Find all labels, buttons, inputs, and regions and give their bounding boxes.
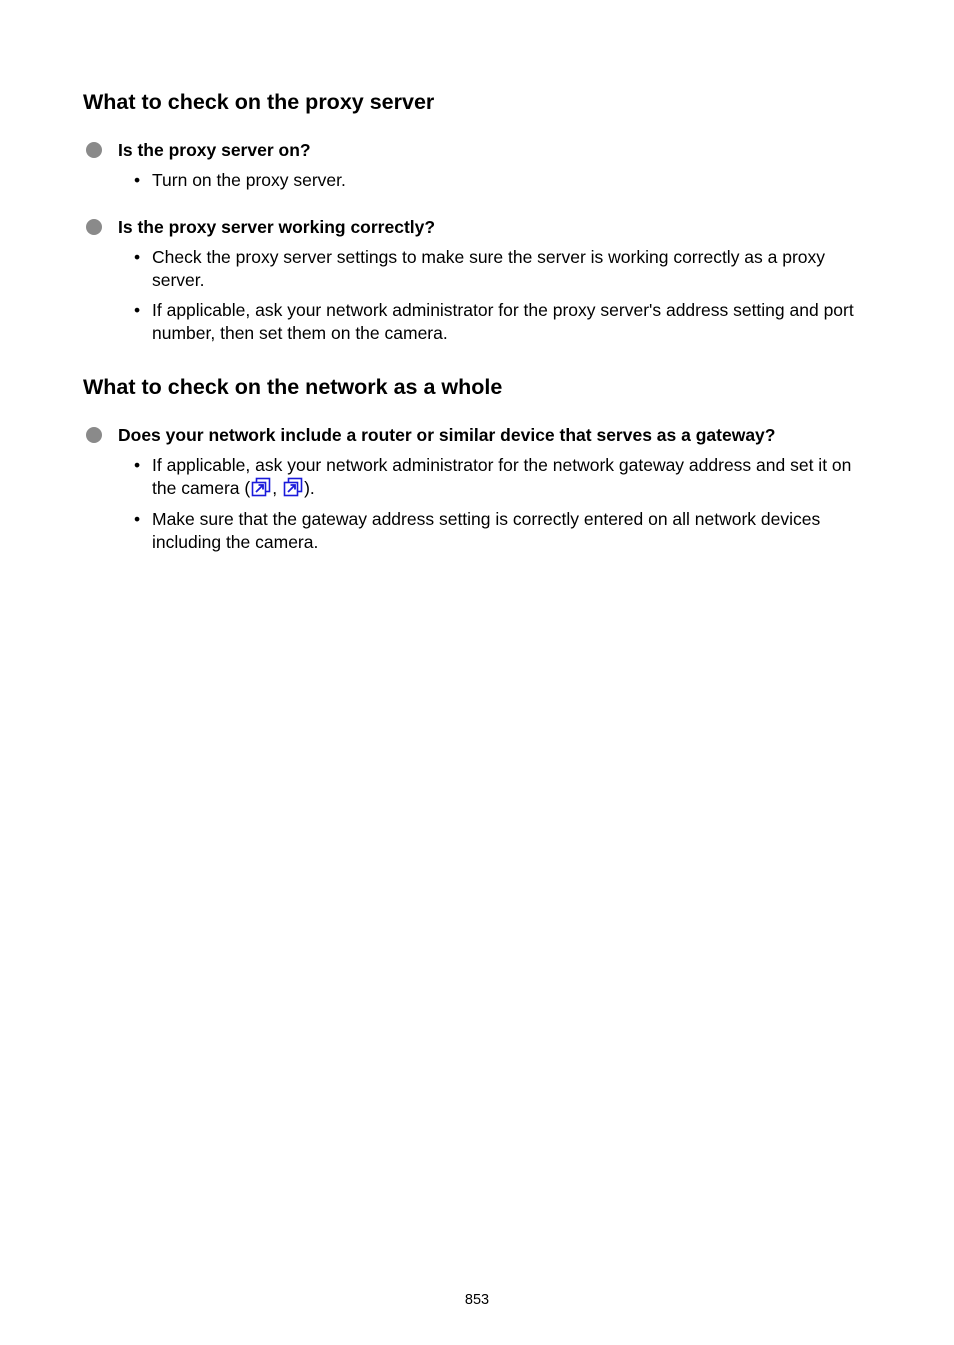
question-text: Is the proxy server working correctly? <box>118 217 436 237</box>
bullet-dot-icon <box>86 427 102 443</box>
answer-text: If applicable, ask your network administrator for the proxy server's address setting and port number, then set them on the camera. <box>152 300 854 343</box>
bullet-dot-icon <box>86 219 102 235</box>
answer-text: Turn on the proxy server. <box>152 170 346 190</box>
section-title-proxy-server: What to check on the proxy server <box>83 90 435 114</box>
answer-item <box>134 246 854 292</box>
answer-item <box>134 508 854 554</box>
bullet-icon: • <box>134 509 141 529</box>
answer-text: Make sure that the gateway address setting is correctly entered on all network devices including the camera. <box>152 509 821 552</box>
answer-item <box>134 299 854 345</box>
bullet-icon: • <box>134 455 141 475</box>
answer-item <box>134 454 854 500</box>
page-number: 853 <box>464 1292 490 1308</box>
link-separator: , <box>272 478 278 498</box>
question-text: Does your network include a router or similar device that serves as a gateway? <box>118 425 776 445</box>
answer-text: Check the proxy server settings to make sure the server is working correctly as a proxy server. <box>152 247 826 290</box>
page-link-icon[interactable] <box>283 477 303 497</box>
answer-item <box>134 169 854 192</box>
answer-text-before: If applicable, ask your network administrator for the network gateway address and set it on the camera ( <box>152 455 852 498</box>
bullet-icon: • <box>134 300 141 320</box>
answer-text <box>152 454 854 500</box>
bullet-icon: • <box>134 170 141 190</box>
section-title-network-whole: What to check on the network as a whole <box>83 375 503 399</box>
question-text: Is the proxy server on? <box>118 140 311 160</box>
bullet-icon: • <box>134 247 141 267</box>
page-link-icon[interactable] <box>251 477 271 497</box>
answer-text-after: ). <box>304 478 315 498</box>
bullet-dot-icon <box>86 142 102 158</box>
